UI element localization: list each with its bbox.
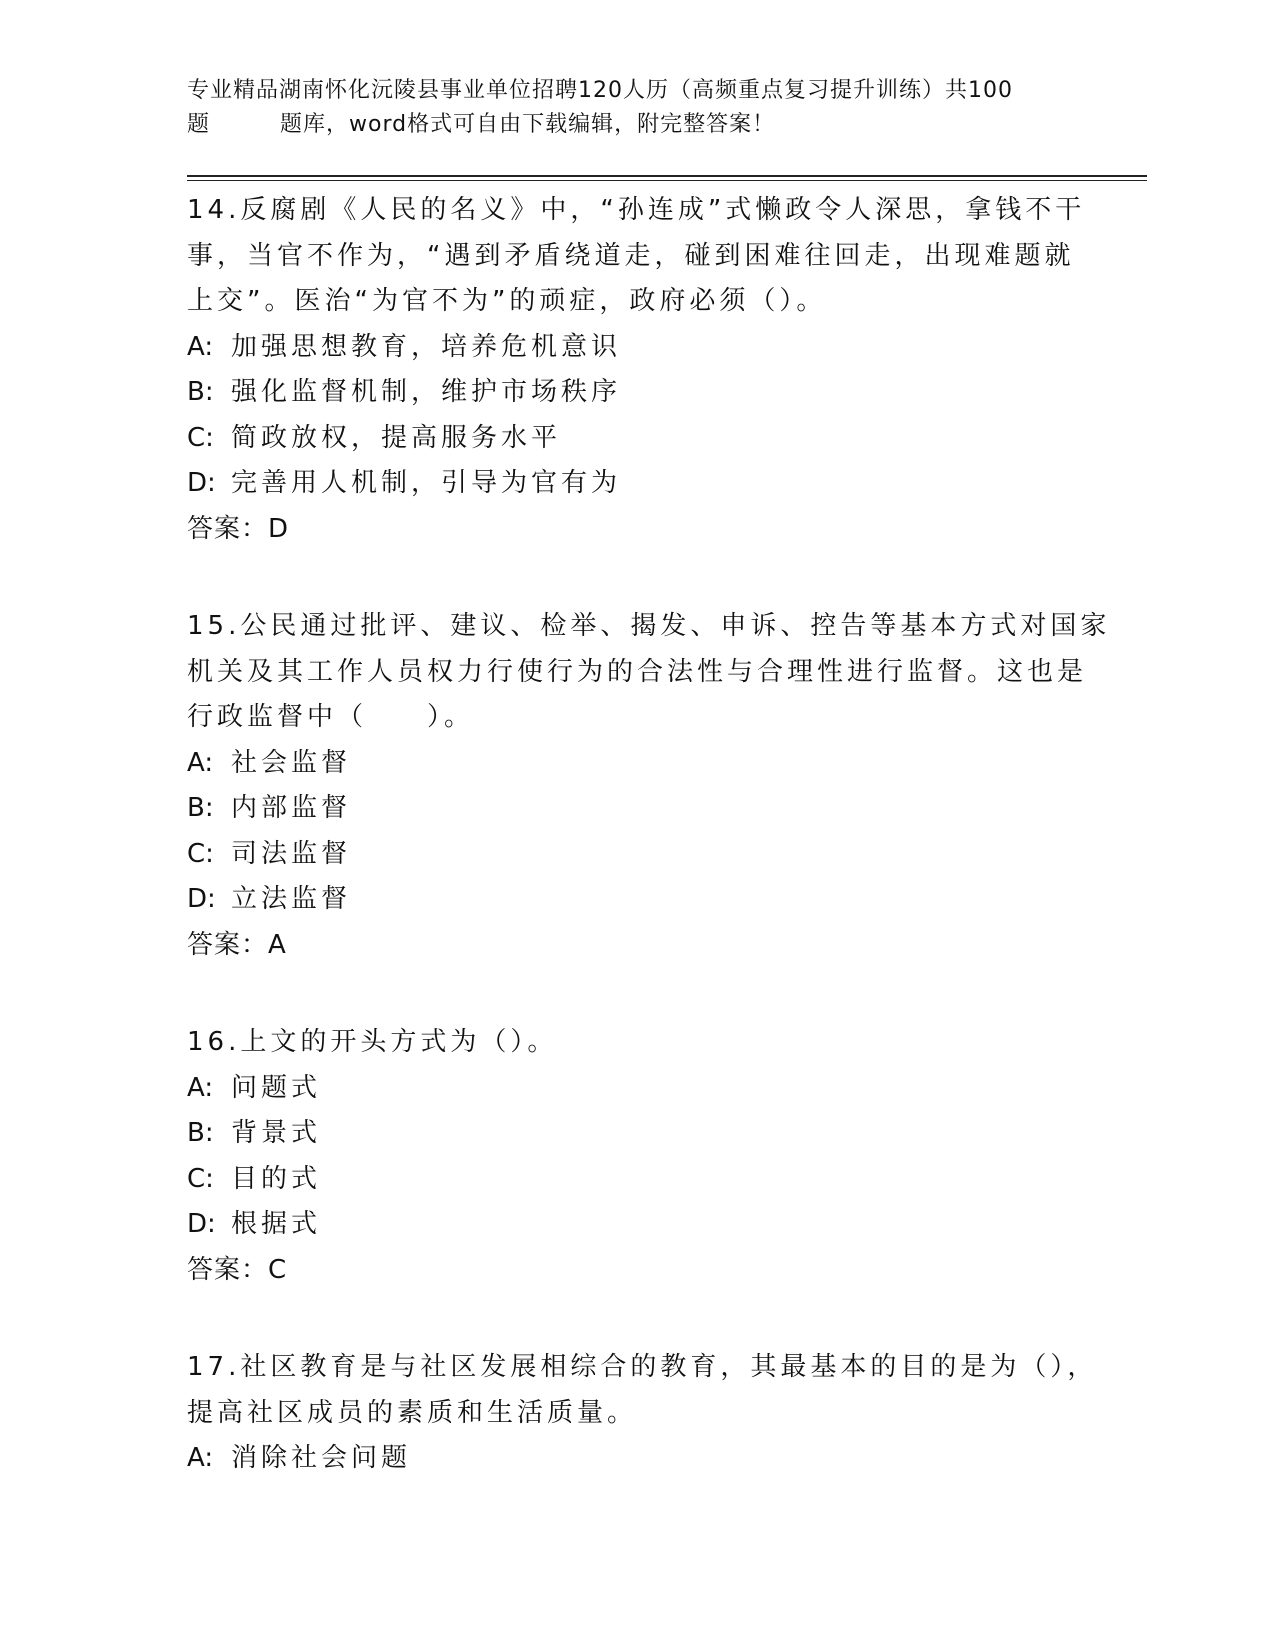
question-stem-line: 14.反腐剧《人民的名义》中，“孙连成”式懒政令人深思，拿钱不干 (187, 195, 1086, 225)
question-stem-line: 16.上文的开头方式为（）。 (187, 1027, 558, 1057)
question-15 (187, 604, 1111, 968)
option-key: B: (187, 1118, 214, 1148)
option-text: 完善用人机制，引导为官有为 (231, 468, 622, 498)
option-text: 社会监督 (231, 747, 352, 778)
option-a (187, 325, 1087, 371)
option-key: B: (187, 377, 214, 407)
option-a (187, 741, 1087, 787)
option-d (187, 877, 1087, 923)
option-c (187, 832, 1087, 878)
header-divider-thin (187, 180, 1147, 181)
question-stem-line: 行政监督中（ ）。 (187, 702, 475, 732)
option-text: 问题式 (231, 1072, 322, 1103)
question-16 (187, 1020, 1087, 1293)
option-c (187, 416, 1087, 462)
option-key: C: (187, 838, 214, 869)
option-key: A: (187, 1072, 214, 1103)
question-14 (187, 188, 1087, 552)
answer-value: A (268, 929, 287, 960)
question-stem-line: 15.公民通过批评、建议、检举、揭发、申诉、控告等基本方式对国家 (187, 611, 1111, 641)
option-b (187, 1111, 1087, 1157)
option-text: 消除社会问题 (231, 1443, 412, 1473)
answer-label: 答案： (187, 513, 269, 544)
header-line-2-start: 题 (187, 112, 211, 137)
answer-line (187, 923, 1087, 969)
option-text: 强化监督机制，维护市场秩序 (231, 377, 622, 407)
option-key: C: (187, 1163, 214, 1194)
question-stem-line: 上交”。医治“为官不为”的顽症，政府必须（）。 (187, 286, 827, 316)
question-17 (187, 1345, 1098, 1482)
option-key: D: (187, 1209, 216, 1239)
option-a (187, 1066, 1087, 1112)
option-d (187, 1202, 1087, 1248)
header-line-1: 专业精品湖南怀化沅陵县事业单位招聘120人历（高频重点复习提升训练）共100 (187, 78, 1013, 103)
answer-value: C (268, 1254, 288, 1285)
option-text: 内部监督 (231, 793, 352, 823)
answer-line (187, 1248, 1087, 1294)
option-text: 背景式 (231, 1118, 322, 1148)
option-text: 立法监督 (231, 884, 352, 914)
option-text: 目的式 (231, 1163, 322, 1194)
option-key: A: (187, 747, 214, 778)
document-header (187, 74, 1087, 142)
question-stem-line: 机关及其工作人员权力行使行为的合法性与合理性进行监督。这也是 (187, 656, 1088, 687)
header-line-2 (187, 108, 1087, 142)
option-d (187, 461, 1087, 507)
answer-label: 答案： (187, 929, 269, 960)
answer-line (187, 507, 1087, 553)
option-b (187, 786, 1087, 832)
header-divider-thick (187, 175, 1147, 177)
option-c (187, 1157, 1087, 1203)
option-text: 根据式 (231, 1209, 322, 1239)
answer-value: D (268, 513, 290, 544)
option-key: D: (187, 468, 216, 498)
option-text: 简政放权，提高服务水平 (231, 422, 562, 453)
answer-label: 答案： (187, 1254, 269, 1285)
question-stem-line: 事，当官不作为，“遇到矛盾绕道走，碰到困难往回走，出现难题就 (187, 240, 1075, 271)
question-list (187, 188, 1111, 1534)
option-a (187, 1436, 1087, 1482)
header-line-2-rest: 题库，word格式可自由下载编辑，附完整答案！ (280, 112, 776, 137)
option-text: 加强思想教育，培养危机意识 (231, 331, 622, 362)
option-b (187, 370, 1087, 416)
question-stem-line: 提高社区成员的素质和生活质量。 (187, 1397, 638, 1428)
question-stem-line: 17.社区教育是与社区发展相综合的教育，其最基本的目的是为（）， (187, 1352, 1098, 1382)
option-key: A: (187, 1443, 214, 1473)
option-key: A: (187, 331, 214, 362)
option-key: C: (187, 422, 214, 453)
option-key: B: (187, 793, 214, 823)
option-key: D: (187, 884, 216, 914)
option-text: 司法监督 (231, 838, 352, 869)
